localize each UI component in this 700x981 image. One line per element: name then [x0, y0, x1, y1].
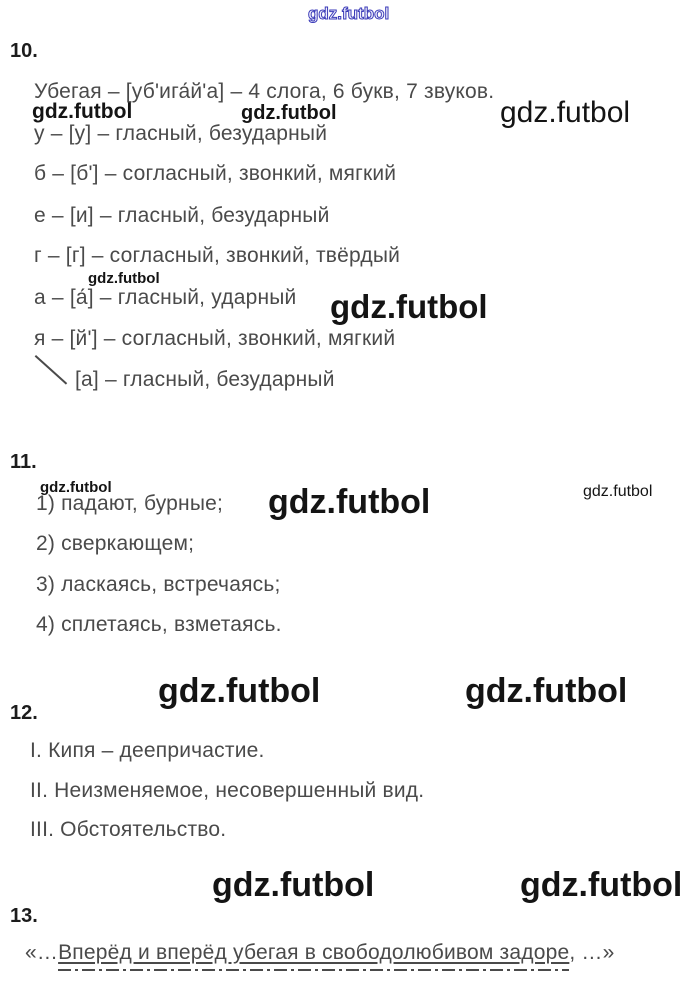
watermark: gdz.futbol — [500, 96, 631, 129]
watermark: gdz.futbol — [583, 483, 653, 500]
branch-connector-line — [35, 355, 68, 385]
phonetic-line: у – [у] – гласный, безударный — [34, 122, 328, 145]
quote-open: «… — [25, 941, 59, 964]
list-item: 4) сплетаясь, взметаясь. — [36, 613, 282, 636]
watermark: gdz.futbol — [308, 4, 390, 23]
list-item: II. Неизменяемое, несовершенный вид. — [30, 779, 425, 802]
section-number: 10. — [10, 40, 38, 62]
watermark: gdz.futbol — [465, 672, 628, 710]
quote-line — [25, 941, 615, 965]
phonetic-line: е – [и] – гласный, безударный — [34, 204, 330, 227]
watermark: gdz.futbol — [330, 288, 488, 325]
phonetic-line: а – [а́] – гласный, ударный — [34, 286, 297, 309]
watermark: gdz.futbol — [40, 479, 112, 496]
watermark: gdz.futbol — [32, 100, 133, 123]
section-number: 12. — [10, 702, 38, 724]
list-item: 1) падают, бурные; — [36, 492, 224, 515]
watermark: gdz.futbol — [520, 866, 683, 904]
watermark: gdz.futbol — [268, 483, 431, 521]
quote-close: , …» — [569, 941, 615, 964]
phonetic-line: я – [й'] – согласный, звонкий, мягкий — [34, 327, 396, 350]
phonetic-intro-line: Убегая – [уб'ига́й'а] – 4 слога, 6 букв, 7 звуков. — [34, 80, 495, 103]
section-number: 11. — [10, 451, 37, 473]
watermark: gdz.futbol — [241, 102, 337, 124]
phonetic-line: г – [г] – согласный, звонкий, твёрдый — [34, 244, 401, 267]
list-item: 3) ласкаясь, встречаясь; — [36, 573, 281, 596]
section-number: 13. — [10, 905, 38, 927]
list-item: 2) сверкающем; — [36, 532, 195, 555]
watermark: gdz.futbol — [158, 672, 321, 710]
phonetic-line: [а] – гласный, безударный — [75, 368, 335, 391]
watermark: gdz.futbol — [212, 866, 375, 904]
list-item: III. Обстоятельство. — [30, 818, 227, 841]
list-item: I. Кипя – деепричастие. — [30, 739, 265, 762]
quote-underlined-adverbial: Вперёд и вперёд убегая в свободолюбивом задоре — [58, 941, 570, 964]
watermark: gdz.futbol — [88, 270, 160, 287]
phonetic-line: б – [б'] – согласный, звонкий, мягкий — [34, 162, 397, 185]
